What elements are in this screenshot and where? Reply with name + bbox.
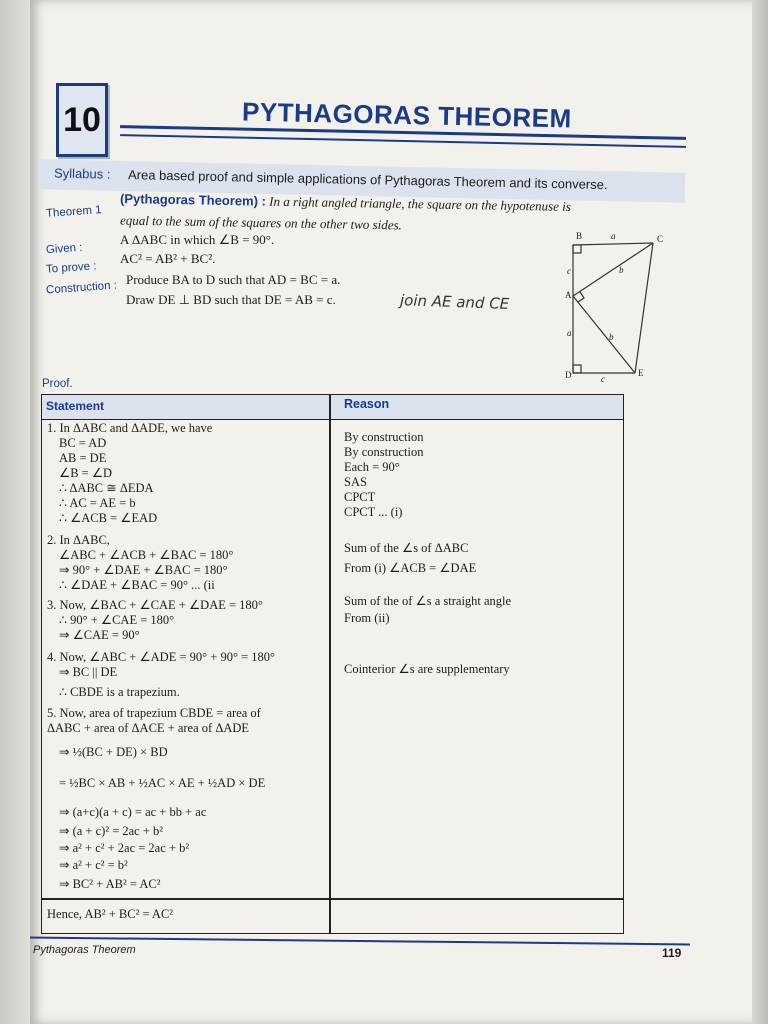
statement-line: 1. In ΔABC and ΔADE, we have [47,421,213,435]
proof-table-header [42,395,623,420]
theorem-label: Theorem 1 [45,204,102,220]
statement-line: ⇒ a² + c² + 2ac = 2ac + b² [59,841,190,855]
reason-line: SAS [344,475,367,489]
conclusion-divider [42,898,623,900]
statement-line: ∠ABC + ∠ACB + ∠BAC = 180° [59,548,234,562]
reason-line: Cointerior ∠s are supplementary [344,662,510,676]
reason-line: Each = 90° [344,460,400,474]
statement-line: ⇒ ½(BC + DE) × BD [59,745,168,759]
statement-line: ∴ ∠ACB = ∠EAD [59,511,158,525]
reason-header: Reason [344,397,390,411]
construction-label: Construction : [45,279,118,297]
statement-line: ΔABC + area of ΔACE + area of ΔADE [47,721,250,735]
reason-line: Sum of the of ∠s a straight angle [344,594,512,608]
label-side-b-lower: b [609,332,614,342]
statement-line: 5. Now, area of trapezium CBDE = area of [47,706,261,720]
statement-line: 4. Now, ∠ABC + ∠ADE = 90° + 90° = 180° [47,650,275,664]
footer-chapter-name: Pythagoras Theorem [33,944,136,956]
label-side-b-upper: b [619,265,624,275]
statement-line: ∴ ∠DAE + ∠BAC = 90° ... (ii [59,578,215,592]
column-divider [329,395,331,933]
label-a: A [565,290,572,300]
reason-line: Sum of the ∠s of ΔABC [344,541,469,555]
statement-line: 3. Now, ∠BAC + ∠CAE + ∠DAE = 180° [47,598,263,612]
right-angle-a [578,292,584,302]
chapter-number: 10 [56,83,108,157]
page-stack-edge [752,0,768,1024]
right-angle-d [573,365,581,373]
page-number: 119 [662,946,682,960]
side-ac [573,243,653,296]
label-e: E [638,368,644,378]
label-side-c-left: c [567,266,571,276]
syllabus-label: Syllabus : [53,165,111,182]
statement-line: ∴ AC = AE = b [59,496,136,510]
reason-line: CPCT [344,490,376,504]
statement-line: ∴ CBDE is a trapezium. [59,685,180,699]
side-ae [573,296,635,373]
reason-line: From (ii) [344,611,390,625]
given-label: Given : [45,241,83,257]
label-side-a-top: a [611,231,616,241]
statement-line: ⇒ ∠CAE = 90° [59,628,140,642]
construction-line2: Draw DE ⊥ BD such that DE = AB = c. [126,292,336,307]
to-prove-label: To prove : [45,260,97,276]
handwritten-note: join AE and CE [399,291,510,313]
label-d: D [565,370,572,380]
statement-line: ⇒ BC² + AB² = AC² [59,877,161,891]
conclusion: Hence, AB² + BC² = AC² [47,907,174,921]
statement-line: = ½BC × AB + ½AC × AE + ½AD × DE [59,776,266,790]
statement-line: ⇒ (a+c)(a + c) = ac + bb + ac [59,805,207,819]
theorem-statement-line1: In a right angled triangle, the square on the hypotenuse is [269,193,572,214]
to-prove-text: AC² = AB² + BC². [120,251,216,266]
statement-header: Statement [46,399,105,413]
syllabus-text: Area based proof and simple applications of Pythagoras Theorem and its converse. [127,167,608,193]
reason-line: CPCT ... (i) [344,505,403,519]
side-ce [635,243,653,373]
construction-line1: Produce BA to D such that AD = BC = a. [126,272,341,287]
statement-line: BC = AD [59,436,107,450]
label-b: B [576,231,583,241]
right-angle-b [573,245,581,253]
statement-line: 2. In ΔABC, [47,533,110,547]
side-bc [573,243,653,245]
reason-line: By construction [344,430,424,444]
label-side-a-left: a [567,328,572,338]
statement-line: ⇒ (a + c)² = 2ac + b² [59,824,164,838]
label-side-c-bottom: c [601,374,605,383]
reason-line: By construction [344,445,424,459]
theorem-statement-line2: equal to the sum of the squares on the other two sides. [119,212,403,233]
proof-label: Proof. [42,378,73,390]
statement-line: ⇒ a² + c² = b² [59,858,128,872]
statement-line: ∠B = ∠D [59,466,113,480]
statement-line: AB = DE [59,451,107,465]
label-c: C [657,234,664,244]
statement-line: ∴ 90° + ∠CAE = 180° [59,613,175,627]
chapter-title: PYTHAGORAS THEOREM [241,96,572,134]
reason-line: From (i) ∠ACB = ∠DAE [344,561,477,575]
statement-line: ∴ ΔABC ≅ ΔEDA [59,481,154,495]
theorem-name: (Pythagoras Theorem) : [119,191,267,209]
pythagoras-figure [565,228,675,383]
statement-line: ⇒ 90° + ∠DAE + ∠BAC = 180° [59,563,228,577]
given-text: A ΔABC in which ∠B = 90°. [120,232,275,247]
proof-table [41,394,624,934]
statement-line: ⇒ BC || DE [59,665,118,679]
